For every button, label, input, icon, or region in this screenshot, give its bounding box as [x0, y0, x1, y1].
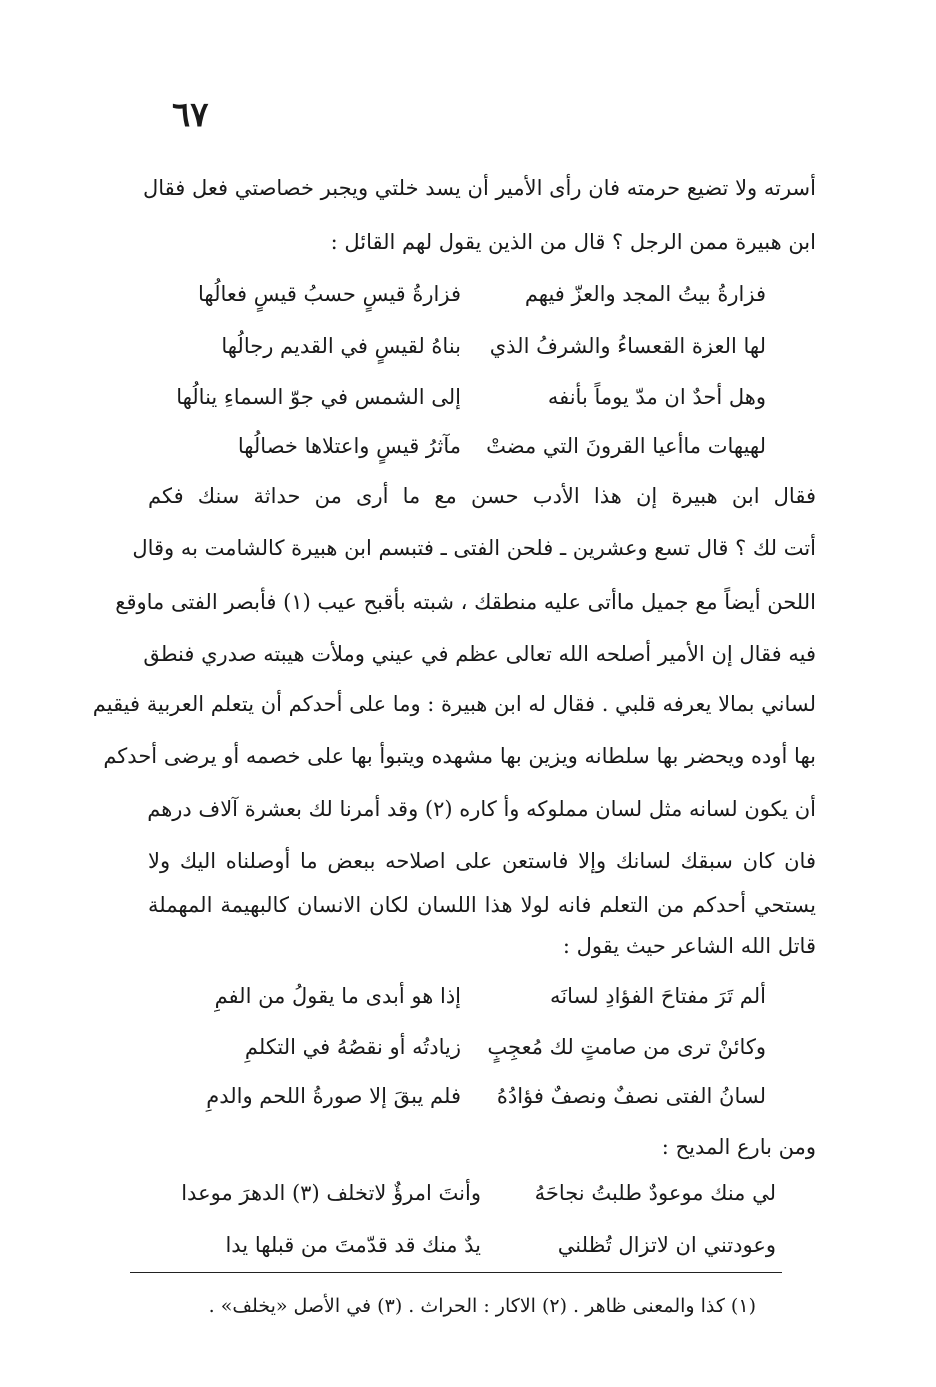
prose-line: قاتل الله الشاعر حيث يقول : [562, 934, 816, 958]
prose-line: ومن بارع المديح : [661, 1135, 816, 1159]
verse-hemistich-first: وهل أحدٌ ان مدّ يوماً بأنفه [547, 385, 766, 409]
verse-hemistich-second: يدٌ منك قد قدّمتَ من قبلها يدا [225, 1233, 481, 1257]
verse-hemistich-first: لها العزة القعساءُ والشرفُ الذي [489, 334, 766, 358]
prose-line: ابن هبيرة ممن الرجل ؟ قال من الذين يقول لهم القائل : [330, 230, 816, 254]
verse-hemistich-second: فزارةُ قيسٍ حسبُ قيسٍ فعالُها [198, 282, 461, 306]
verse-hemistich-second: فلم يبقَ إلا صورةُ اللحم والدمِ [206, 1084, 461, 1108]
prose-line: يستحي أحدكم من التعلم فانه لولا هذا اللسان لكان الانسان كالبهيمة المهملة [148, 893, 816, 917]
verse-hemistich-first: لي منك موعودٌ طلبتُ نجاحَهُ [534, 1181, 776, 1205]
verse-hemistich-second: زيادتُه أو نقصُهُ في التكلمِ [244, 1035, 461, 1059]
footnote-separator [130, 1272, 782, 1273]
verse-hemistich-first: وعودتني ان لاتزال تُظلني [557, 1233, 776, 1257]
verse-hemistich-second: بناهُ لقيسٍ في القديم رجالُها [221, 334, 461, 358]
prose-line: فقال ابن هبيرة إن هذا الأدب حسن مع ما أرى من حداثة سنك فكم [148, 484, 816, 508]
verse-hemistich-first: ألم تَرَ مفتاحَ الفؤادِ لسانَه [549, 984, 766, 1008]
prose-line: فان كان سبقك لسانك وإلا فاستعن على اصلاحه ببعض ما أوصلناه اليك ولا [148, 849, 816, 873]
verse-hemistich-first: لهيهات ماأعيا القرونَ التي مضتْ [486, 434, 766, 458]
prose-line: أسرته ولا تضيع حرمته فان رأى الأمير أن يسد خلتي ويجبر خصاصتي فعل فقال [142, 176, 816, 200]
prose-line: لساني بمالا يعرفه قلبي . فقال له ابن هبيرة : وما على أحدكم أن يتعلم العربية فيقيم [92, 692, 816, 716]
verse-hemistich-second: إلى الشمس في جوّ السماءِ ينالُها [176, 385, 461, 409]
verse-hemistich-second: وأنتَ امرؤٌ لاتخلف (٣) الدهرَ موعدا [181, 1181, 481, 1205]
prose-line: أتت لك ؟ قال تسع وعشرين ـ فلحن الفتى ـ فتبسم ابن هبيرة كالشامت به وقال [132, 536, 816, 560]
page-number: ٦٧ [172, 95, 209, 135]
verse-hemistich-first: فزارةُ بيتُ المجد والعزّ فيهم [524, 282, 766, 306]
verse-hemistich-second: إذا هو أبدى ما يقولُ من الفمِ [214, 984, 461, 1008]
verse-hemistich-first: لسانُ الفتى نصفٌ ونصفٌ فؤادُهُ [496, 1084, 766, 1108]
prose-line: أن يكون لسانه مثل لسان مملوكه وأ كاره (٢) وقد أمرنا لك بعشرة آلاف درهم [147, 797, 816, 821]
prose-line: بها أوده ويحضر بها سلطانه ويزين بها مشهده ويتبوأ بها على خصمه أو يرضى أحدكم [103, 744, 816, 768]
verse-hemistich-first: وكائنْ ترى من صامتٍ لك مُعجِبٍ [487, 1035, 766, 1059]
prose-line: فيه فقال إن الأمير أصلحه الله تعالى عظم في عيني وملأت هيبته صدري فنطق [143, 642, 816, 666]
verse-hemistich-second: مآثرُ قيسٍ واعتلاها خصالُها [237, 434, 461, 458]
footnote: (١) كذا والمعنى ظاهر . (٢) الاكار : الحراث . (٣) في الأصل «يخلف» . [208, 1295, 756, 1317]
prose-line: اللحن أيضاً مع جميل ماأتى عليه منطقك ، شبته بأقبح عيب (١) فأبصر الفتى ماوقع [115, 590, 816, 614]
